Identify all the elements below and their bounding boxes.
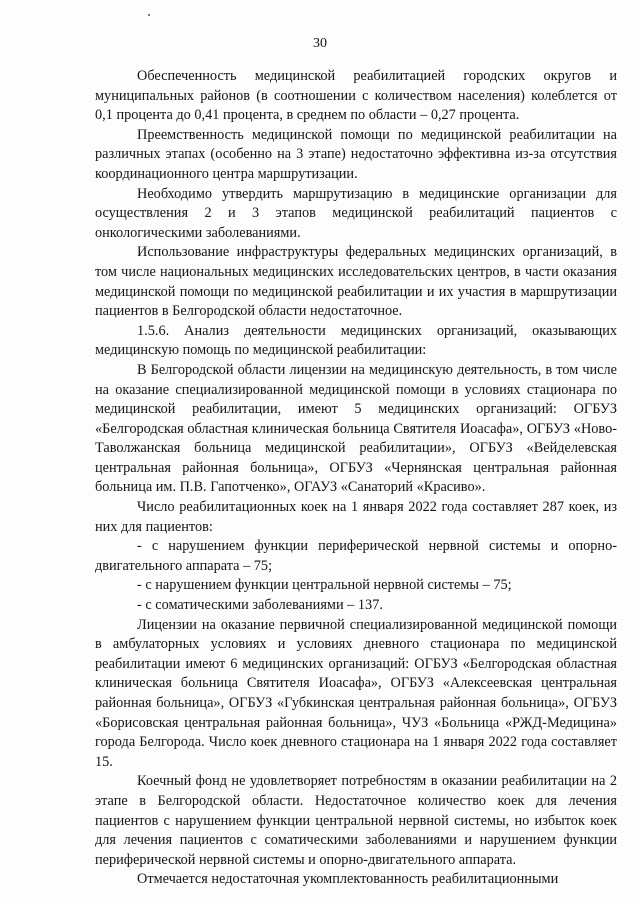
paragraph-bed-fund: Коечный фонд не удовлетворяет потребностям в оказании реабилитации на 2 этапе в Белгородской области. Недостаточное количество коек для лечения пациентов с нарушением функции центральной нервной системы, но избыток коек для лечения пациентов с соматическими заболеваниями и нарушением функции периферической нервной системы и опорно-двигательного аппарата. <box>95 773 617 868</box>
paragraph-licenses-inpatient: В Белгородской области лицензии на медицинскую деятельность, в том числе на оказание специализированной медицинской помощи в условиях стационара по медицинской реабилитации, имеют 5 медицинских организаций: ОГБУЗ «Белгородская областная клиническая больница Святителя Иоасафа», ОГБУЗ «Ново-Таволжанская больница медицинской реабилитации», ОГБУЗ «Вейделевская центральная районная больница», ОГБУЗ «Чернянская центральная районная больница им. П.В. Гапотченко», ОГАУЗ «Санаторий «Красиво». <box>95 361 617 496</box>
list-item-peripheral: - с нарушением функции периферической нервной системы и опорно-двигательного аппарата – 75; <box>95 538 617 574</box>
paragraph-rehab-coverage: Обеспеченность медицинской реабилитацией городских округов и муниципальных районов (в соотношении с количеством населения) колеблется от 0,1 процента до 0,41 процента, в среднем по области – 0,27 процента. <box>95 68 617 124</box>
section-heading-1-5-6: 1.5.6. Анализ деятельности медицинских организаций, оказывающих медицинскую помощь по медицинской реабилитации: <box>95 322 617 359</box>
paragraph-licenses-outpatient: Лицензии на оказание первичной специализированной медицинской помощи в амбулаторных условиях и условиях дневного стационара по медицинской реабилитации имеют 6 медицинских организаций: ОГБУЗ «Белгородская областная клиническая больница Святителя Иоасафа», ОГБУЗ «Алексеевская центральная районная больница», ОГБУЗ «Губкинская центральная районная больница», ОГБУЗ «Борисовская центральная районная больница», ЧУЗ «Больница «РЖД-Медицина» города Белгорода. Число коек дневного стационара на 1 января 2022 года составляет 15. <box>95 616 617 770</box>
paragraph-continuity: Преемственность медицинской помощи по медицинской реабилитации на различных этапах (особенно на 3 этапе) недостаточно эффективна из-за отсутствия координационного центра маршрутизации. <box>95 126 617 182</box>
list-item-central: - с нарушением функции центральной нервной системы – 75; <box>137 577 512 594</box>
paragraph-staffing: Отмечается недостаточная укомплектованность реабилитационными <box>137 871 559 888</box>
paragraph-routing-oncology: Необходимо утвердить маршрутизацию в медицинские организации для осуществления 2 и 3 этапов медицинской реабилитаций пациентов с онкологическими заболеваниями. <box>95 185 617 241</box>
scan-speck <box>148 14 150 16</box>
page-number: 30 <box>313 36 327 51</box>
body-text <box>95 67 617 890</box>
paragraph-federal-infrastructure: Использование инфраструктуры федеральных медицинских организаций, в том числе национальных медицинских исследовательских центров, в части оказания медицинской помощи по медицинской реабилитации и их участия в маршрутизации пациентов в Белгородской области недостаточное. <box>95 244 617 320</box>
list-item-somatic: - с соматическими заболеваниями – 137. <box>137 597 383 614</box>
paragraph-bed-count: Число реабилитационных коек на 1 января 2022 года составляет 287 коек, из них для пациентов: <box>95 499 617 535</box>
